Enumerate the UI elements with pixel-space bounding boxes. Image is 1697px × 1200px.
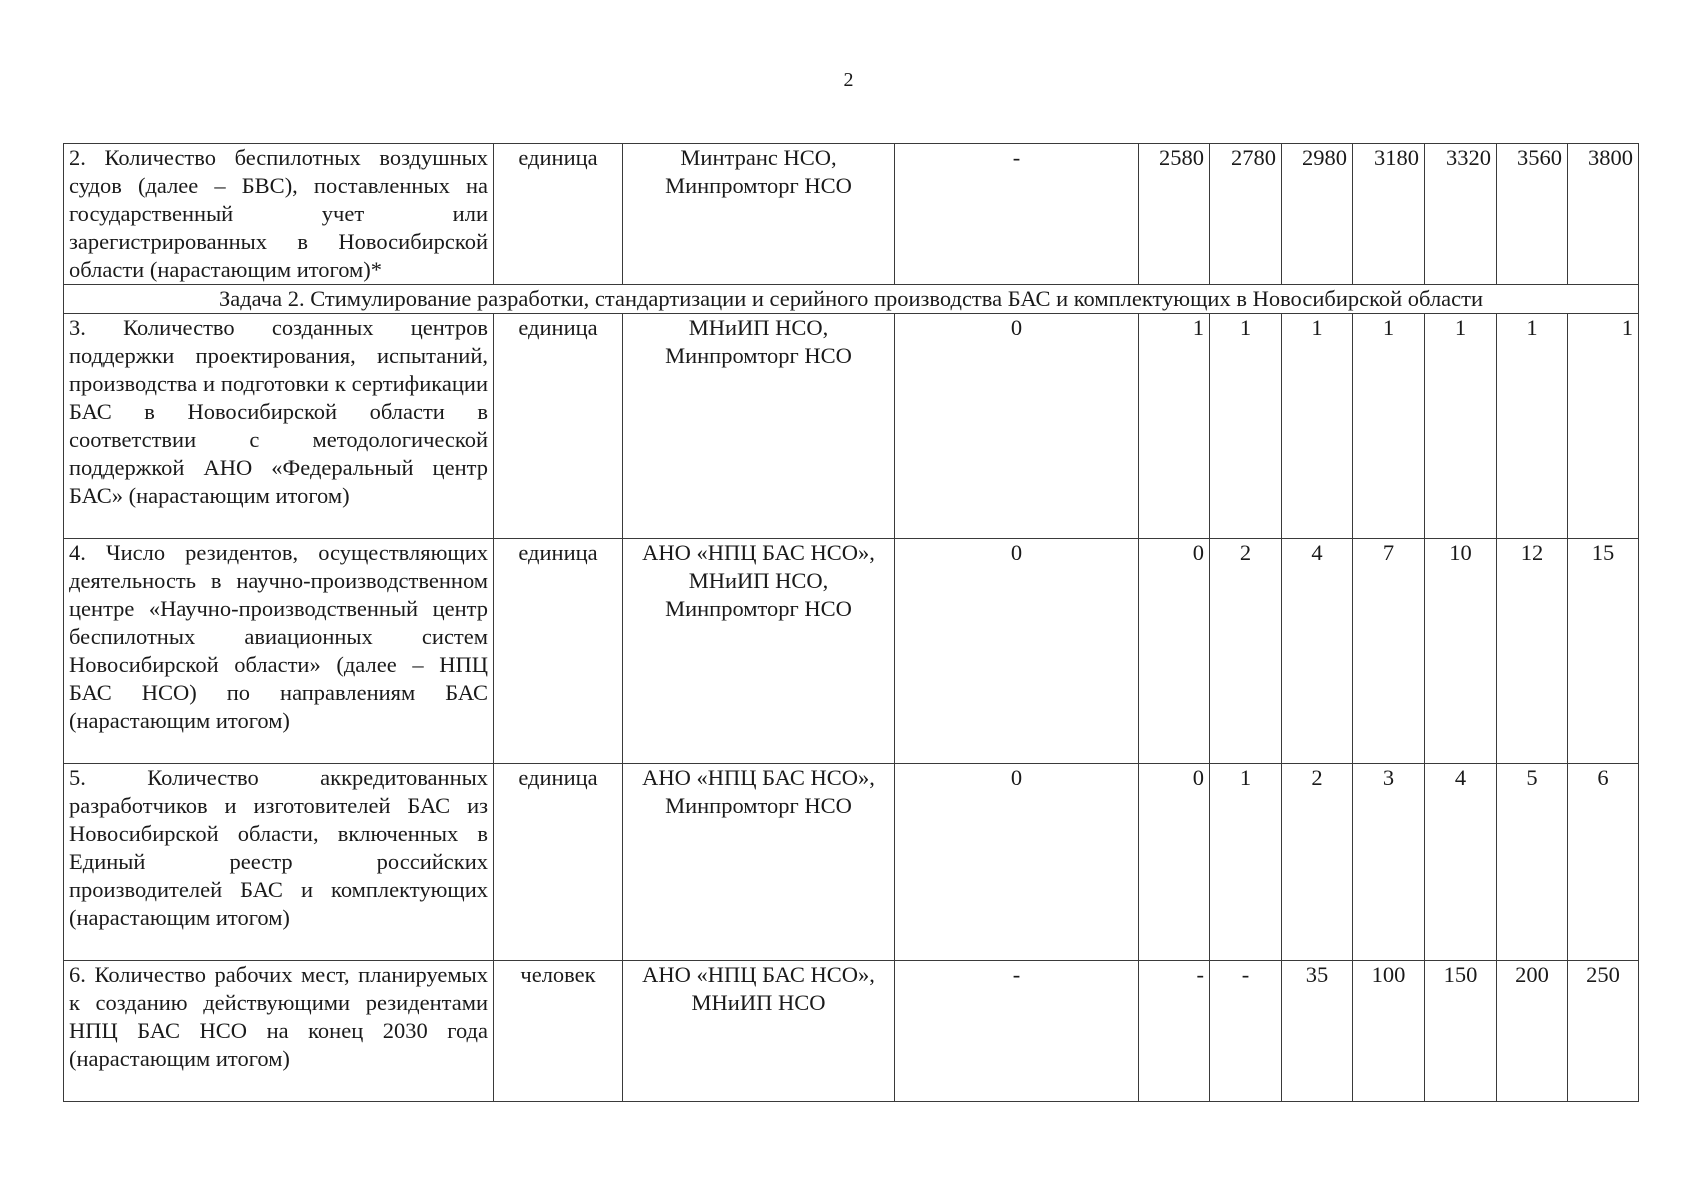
table-row: [64, 314, 1639, 539]
indicator-name: 2. Количество беспилотных воздушных судов (далее – БВС), поставленных на государственный учет или зарегистрированных в Новосибирской области (нарастающим итогом)*: [64, 144, 494, 285]
value-cell: 3180: [1353, 144, 1425, 285]
responsible-cell: Минтранс НСО, Минпромторг НСО: [623, 144, 895, 285]
value-cell: -: [1210, 961, 1282, 1102]
value-cell: 3800: [1568, 144, 1639, 285]
table-row: [64, 539, 1639, 764]
table-row: [64, 764, 1639, 961]
base-value-cell: 0: [895, 539, 1139, 764]
value-cell: 1: [1497, 314, 1568, 539]
section-title: Задача 2. Стимулирование разработки, стандартизации и серийного производства БАС и комплектующих в Новосибирской области: [64, 285, 1639, 314]
value-cell: 2980: [1282, 144, 1353, 285]
value-cell: -: [1139, 961, 1210, 1102]
base-value-cell: 0: [895, 314, 1139, 539]
value-cell: 1: [1210, 314, 1282, 539]
value-cell: 1: [1282, 314, 1353, 539]
value-cell: 6: [1568, 764, 1639, 961]
base-value-cell: -: [895, 144, 1139, 285]
value-cell: 12: [1497, 539, 1568, 764]
responsible-cell: МНиИП НСО, Минпромторг НСО: [623, 314, 895, 539]
unit-cell: единица: [494, 314, 623, 539]
value-cell: 4: [1425, 764, 1497, 961]
value-cell: 5: [1497, 764, 1568, 961]
value-cell: 3320: [1425, 144, 1497, 285]
value-cell: 4: [1282, 539, 1353, 764]
value-cell: 100: [1353, 961, 1425, 1102]
value-cell: 1: [1210, 764, 1282, 961]
value-cell: 3560: [1497, 144, 1568, 285]
responsible-cell: АНО «НПЦ БАС НСО», МНиИП НСО: [623, 961, 895, 1102]
value-cell: 3: [1353, 764, 1425, 961]
table-row: [64, 144, 1639, 285]
table-row: [64, 961, 1639, 1102]
page-number: 2: [843, 69, 854, 91]
value-cell: 1: [1425, 314, 1497, 539]
unit-cell: единица: [494, 539, 623, 764]
indicators-table: [63, 143, 1639, 1102]
value-cell: 0: [1139, 539, 1210, 764]
value-cell: 2: [1282, 764, 1353, 961]
unit-cell: единица: [494, 764, 623, 961]
value-cell: 10: [1425, 539, 1497, 764]
indicator-name: 5. Количество аккредитованных разработчиков и изготовителей БАС из Новосибирской области, включенных в Единый реестр российских производителей БАС и комплектующих (нарастающим итогом): [64, 764, 494, 961]
indicator-name: 3. Количество созданных центров поддержки проектирования, испытаний, производства и подготовки к сертификации БАС в Новосибирской области в соответствии с методологической поддержкой АНО «Федеральный центр БАС» (нарастающим итогом): [64, 314, 494, 539]
value-cell: 35: [1282, 961, 1353, 1102]
value-cell: 0: [1139, 764, 1210, 961]
base-value-cell: 0: [895, 764, 1139, 961]
value-cell: 2: [1210, 539, 1282, 764]
value-cell: 1: [1139, 314, 1210, 539]
unit-cell: единица: [494, 144, 623, 285]
indicator-name: 6. Количество рабочих мест, планируемых к созданию действующими резидентами НПЦ БАС НСО на конец 2030 года (нарастающим итогом): [64, 961, 494, 1102]
value-cell: 150: [1425, 961, 1497, 1102]
unit-cell: человек: [494, 961, 623, 1102]
value-cell: 15: [1568, 539, 1639, 764]
value-cell: 1: [1568, 314, 1639, 539]
value-cell: 2780: [1210, 144, 1282, 285]
value-cell: 7: [1353, 539, 1425, 764]
value-cell: 200: [1497, 961, 1568, 1102]
section-header-row: [64, 285, 1639, 314]
base-value-cell: -: [895, 961, 1139, 1102]
responsible-cell: АНО «НПЦ БАС НСО», Минпромторг НСО: [623, 764, 895, 961]
responsible-cell: АНО «НПЦ БАС НСО», МНиИП НСО, Минпромторг НСО: [623, 539, 895, 764]
indicator-name: 4. Число резидентов, осуществляющих деятельность в научно-производственном центре «Научно-производственный центр беспилотных авиационных систем Новосибирской области» (далее – НПЦ БАС НСО) по направлениям БАС (нарастающим итогом): [64, 539, 494, 764]
value-cell: 1: [1353, 314, 1425, 539]
value-cell: 2580: [1139, 144, 1210, 285]
value-cell: 250: [1568, 961, 1639, 1102]
